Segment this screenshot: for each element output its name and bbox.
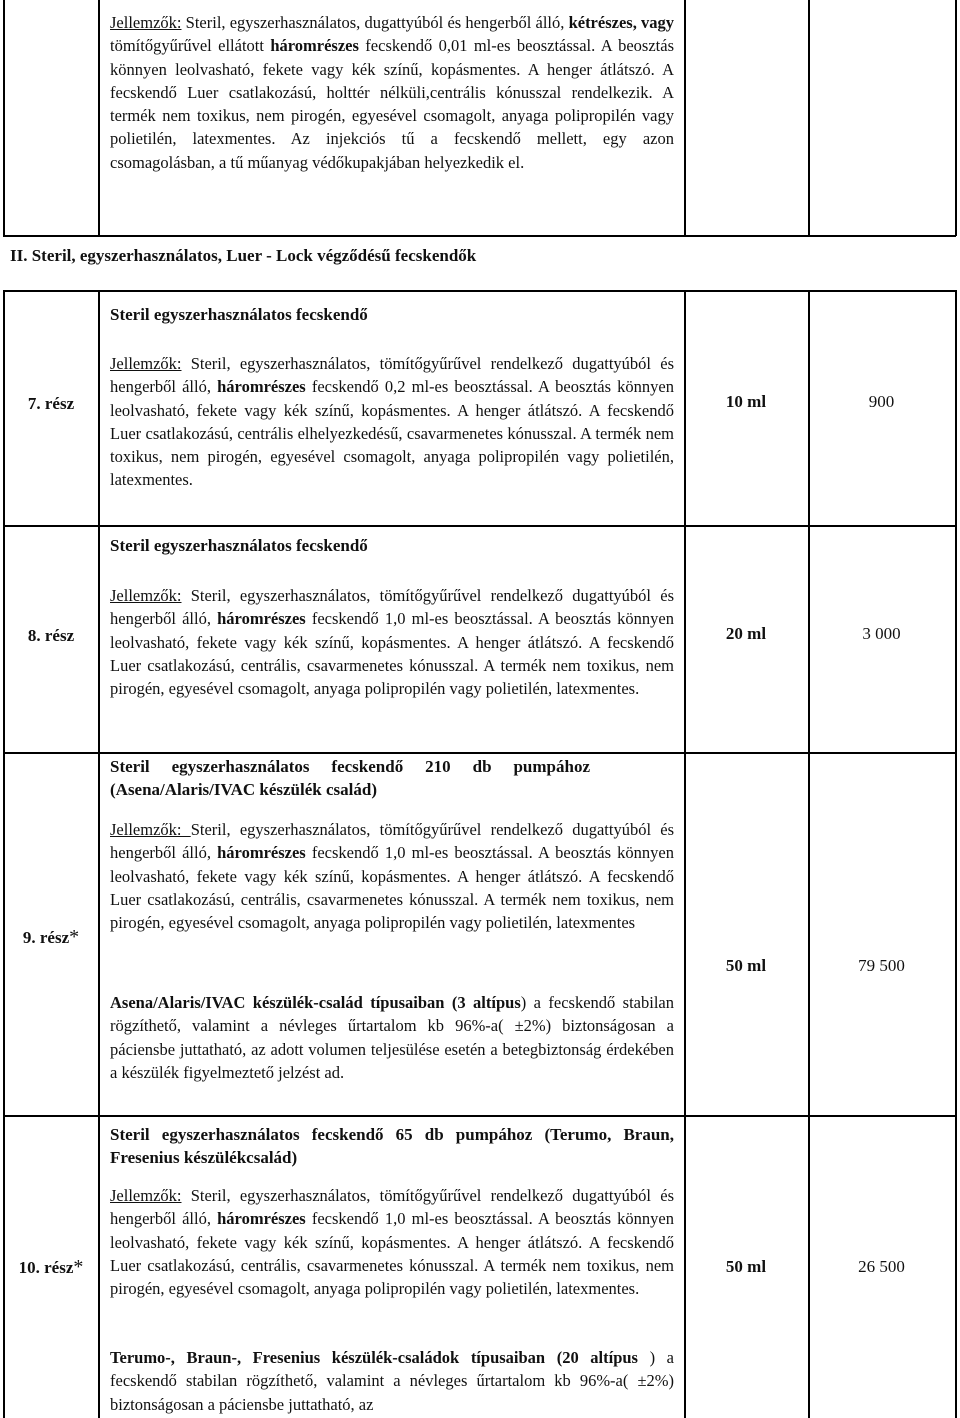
grid-line [3, 235, 956, 237]
quantity-value: 3 000 [862, 624, 901, 643]
size-value: 50 ml [725, 1257, 767, 1276]
grid-line [955, 290, 957, 1418]
grid-line [3, 290, 5, 1418]
grid-line [684, 290, 686, 1418]
row-description [110, 1184, 674, 1300]
bold-text-run: háromrészes [217, 1209, 306, 1229]
grid-line [955, 0, 957, 236]
grid-line [3, 0, 5, 236]
grid-line [3, 525, 956, 527]
row-description [110, 818, 674, 934]
part-label: 7. rész [27, 394, 75, 413]
part-label: 9. rész* [22, 926, 80, 948]
text-run: tömítőgyűrűvel ellátott [110, 36, 271, 56]
section-heading: II. Steril, egyszerhasználatos, Luer - Lock végződésű fecskendők [10, 246, 477, 265]
text-run: fecskendő 0,2 ml-es beosztással. A beosztás könnyen leolvasható, fekete vagy kék színű, kopásmentes. A henger átlátszó. A fecskendő Luer csatlakozású, centrális elhelyezkedésű, csavarmenetes kónusszal. A termék nem toxikus, nem pirogén, egyesével csomagolt, anyaga polipropilén vagy polietilén, latexmentes. [110, 377, 675, 490]
quantity-value: 900 [868, 392, 895, 411]
row-compatibility [110, 991, 674, 1084]
grid-line [3, 290, 956, 292]
grid-line [684, 0, 686, 236]
size-value: 10 ml [725, 392, 767, 411]
text-run: Steril, egyszerhasználatos, tömítőgyűrűvel rendelkező dugattyúból és hengerből álló, [110, 354, 674, 397]
text-run: fecskendő 0,01 ml-es beosztással. A beosztás könnyen leolvasható, fekete vagy kék színű, kopásmentes. A henger átlátszó. A fecskendő Luer csatlakozású, holttér nélküli,centrális kónusszal rendelkezik. A termék nem toxikus, nem pirogén, egyesével csomagolt, anyaga polipropilén vagy polietilén, latexmentes. Az injekciós tű a fecskendő mellett, egy azon csomagolásban, a tű műanyag védőkupakjában helyezkedik el. [110, 36, 674, 172]
text-run: Steril, egyszerhasználatos, tömítőgyűrűvel rendelkező dugattyúból és hengerből álló, [110, 1186, 674, 1229]
grid-line [3, 752, 956, 754]
part-label: 10. rész* [18, 1256, 84, 1278]
row-compatibility [110, 1346, 674, 1416]
part-label: 8. rész [27, 626, 75, 645]
bold-text-run: háromrészes [217, 609, 306, 629]
characteristics-label: Jellemzők: [110, 354, 182, 373]
text-run: ) a fecskendő stabilan rögzíthető, valamint a névleges űrtartalom kb 96%-a( ±2%) biztonságosan a páciensbe juttatható, az [110, 1348, 674, 1414]
text-run: ) a fecskendő stabilan rögzíthető, valamint a névleges űrtartalom kb 96%-a( ±2%) biztonságosan a páciensbe juttatható, az adott volumen teljesülése esetén a betegbiztonság érdekében a készülék figyelmeztető jelzést ad. [110, 993, 675, 1082]
grid-line [98, 290, 100, 1418]
row-title: Steril egyszerhasználatos fecskendő [110, 536, 368, 555]
bold-text-run: háromrészes [217, 843, 306, 863]
characteristics-label: Jellemzők: [110, 13, 182, 32]
size-value: 50 ml [725, 956, 767, 975]
characteristics-label: Jellemzők: [110, 1186, 182, 1205]
text-run: Steril, egyszerhasználatos, tömítőgyűrűvel rendelkező dugattyúból és hengerből álló, [110, 586, 674, 629]
row-title: Steril egyszerhasználatos fecskendő 210 db pumpához (Asena/Alaris/IVAC készülék család) [110, 757, 590, 800]
characteristics-label: Jellemzők: [110, 586, 182, 605]
text-run: fecskendő 1,0 ml-es beosztással. A beosztás könnyen leolvasható, fekete vagy kék színű, kopásmentes. A henger átlátszó. A fecskendő Luer csatlakozású, centrális, csavarmenetes kónusszal. A termék nem toxikus, nem pirogén, egyesével csomagolt, anyaga polipropilén vagy polietilén, latexmentes. [110, 609, 675, 699]
bold-text-run: kétrészes, vagy [568, 13, 674, 32]
quantity-value: 26 500 [858, 1257, 905, 1276]
quantity-value: 79 500 [858, 956, 905, 975]
text-run: fecskendő 1,0 ml-es beosztással. A beosztás könnyen leolvasható, fekete vagy kék színű, kopásmentes. A henger átlátszó. A fecskendő Luer csatlakozású, centrális, csavarmenetes kónusszal. A termék nem toxikus, nem pirogén, egyesével csomagolt, anyaga polipropilén vagy polietilén, latexmentes [110, 843, 675, 933]
row-description [110, 584, 674, 700]
grid-line [808, 290, 810, 1418]
bold-text-run: háromrészes [217, 377, 306, 397]
grid-line [98, 0, 100, 236]
grid-line [808, 0, 810, 236]
text-run: fecskendő 1,0 ml-es beosztással. A beosztás könnyen leolvasható, fekete vagy kék színű, kopásmentes. A henger átlátszó. A fecskendő Luer csatlakozású, centrális, csavarmenetes kónusszal. A termék nem toxikus, nem pirogén, egyesével csomagolt, anyaga polipropilén vagy polietilén, latexmentes. [110, 1209, 675, 1299]
size-value: 20 ml [725, 624, 767, 643]
top-row-description [110, 11, 674, 174]
bold-text-run: háromrészes [270, 36, 359, 56]
row-description [110, 352, 674, 492]
row-title: Steril egyszerhasználatos fecskendő 65 db pumpához (Terumo, Braun, Fresenius készülékcsalád) [110, 1125, 674, 1168]
text-run: Steril, egyszerhasználatos, tömítőgyűrűvel rendelkező dugattyúból és hengerből álló, [110, 820, 674, 863]
grid-line [3, 1115, 956, 1117]
characteristics-label: Jellemzők: [110, 820, 191, 839]
bold-text-run: Terumo-, Braun-, Fresenius készülék-családok típusaiban (20 altípus [110, 1348, 638, 1367]
bold-text-run: Asena/Alaris/IVAC készülék-család típusaiban (3 altípus [110, 993, 521, 1012]
row-title: Steril egyszerhasználatos fecskendő [110, 305, 368, 324]
text-run: Steril, egyszerhasználatos, dugattyúból és hengerből álló, [181, 13, 569, 32]
